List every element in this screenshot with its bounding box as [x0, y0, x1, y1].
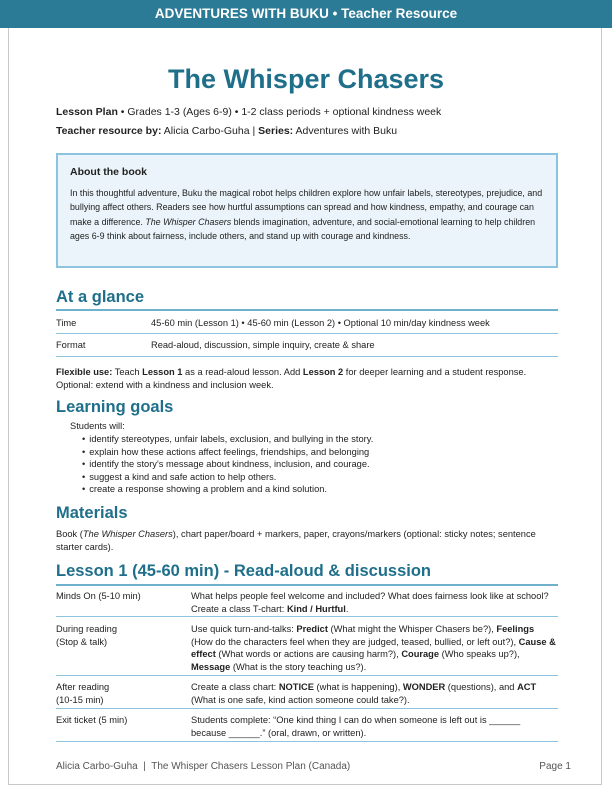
glance-time-label: Time: [56, 318, 77, 328]
series-label: Series:: [258, 125, 294, 137]
glance-format-value: Read-aloud, discussion, simple inquiry, create & share: [151, 340, 375, 350]
header-banner: ADVENTURES WITH BUKU • Teacher Resource: [0, 0, 612, 28]
lesson1-divider: [56, 708, 558, 709]
glance-divider: [56, 333, 558, 334]
resource-label: Teacher resource by:: [56, 125, 162, 137]
list-item: • create a response showing a problem and a kind solution.: [82, 483, 373, 496]
list-item: • suggest a kind and safe action to help others.: [82, 471, 373, 484]
lesson1-divider: [56, 675, 558, 676]
resource-author: Alicia Carbo-Guha |: [161, 125, 259, 137]
footer-left: Alicia Carbo-Guha | The Whisper Chasers Lesson Plan (Canada): [56, 761, 351, 772]
lesson1-heading: Lesson 1 (45-60 min) - Read-aloud & discussion: [56, 562, 431, 580]
during-reading-label: During reading (Stop & talk): [56, 624, 117, 647]
goals-intro: Students will:: [70, 421, 125, 431]
lesson1-divider: [56, 616, 558, 617]
materials-heading: Materials: [56, 504, 128, 522]
list-item: • identify stereotypes, unfair labels, exclusion, and bullying in the story.: [82, 433, 373, 446]
list-item: • identify the story's message about kindness, inclusion, and courage.: [82, 458, 373, 471]
page-number: Page 1: [539, 761, 571, 772]
about-text: In this thoughtful adventure, Buku the magical robot helps children explore how unfair labels, stereotypes, prejudice, and bullying affect others. Readers see how hurtful assumptions can spread and how kindness, empathy, and courage can make a difference. The Whisper Chasers blends imagination, adventure, and social-emotional learning to help children ages 6-9 think about fairness, include others, and stand up with courage and kindness.: [70, 188, 543, 241]
after-reading-text: Create a class chart: NOTICE (what is happening), WONDER (questions), and ACT (What is one safe, kind action someone could take?).: [191, 682, 537, 705]
during-reading-text: Use quick turn-and-talks: Predict (What might the Whisper Chasers be?), Feelings (How do the characters feel when they are judged, teased, bullied, or left out?), Cause & effect (What words or actions are causing harm?), Courage (Who speaks up?), Message (What is the story teaching us?).: [191, 624, 556, 672]
about-book-title: The Whisper Chasers: [145, 216, 232, 227]
lesson1-rule: [56, 584, 558, 586]
list-item: • explain how these actions affect feelings, friendships, and belonging: [82, 446, 373, 459]
minds-on-label: Minds On (5-10 min): [56, 591, 141, 601]
after-reading-label: After reading (10-15 min): [56, 682, 110, 705]
series-name: Adventures with Buku: [293, 125, 398, 137]
page-title: The Whisper Chasers: [167, 64, 445, 94]
resource-line: [56, 125, 397, 137]
lesson-plan-label: Lesson Plan: [56, 106, 118, 118]
about-box: [56, 153, 558, 268]
goals-list: [82, 433, 373, 496]
lesson-plan-line: [56, 106, 441, 118]
exit-ticket-text: Students complete: “One kind thing I can do when someone is left out is ______ because ______.” (oral, drawn, or written).: [191, 715, 521, 738]
goals-heading: Learning goals: [56, 398, 174, 416]
glance-time-value: 45-60 min (Lesson 1) • 45-60 min (Lesson 2) • Optional 10 min/day kindness week: [151, 318, 490, 328]
lesson1-divider: [56, 741, 558, 742]
minds-on-text: What helps people feel welcome and included? What does fairness look like at school? Create a class T-chart: Kind / Hurtful.: [191, 591, 549, 614]
glance-format-label: Format: [56, 340, 86, 350]
materials-text: Book (The Whisper Chasers), chart paper/board + markers, paper, crayons/markers (optional: sticky notes; sentence starter cards).: [56, 529, 536, 552]
lesson-plan-details: • Grades 1-3 (Ages 6-9) • 1-2 class periods + optional kindness week: [117, 106, 442, 118]
exit-ticket-label: Exit ticket (5 min): [56, 715, 128, 725]
glance-rule: [56, 309, 558, 311]
glance-divider: [56, 356, 558, 357]
flexible-use: Flexible use: Teach Lesson 1 as a read-aloud lesson. Add Lesson 2 for deeper learning and a student response. Optional: extend with a kindness and inclusion week.: [56, 367, 527, 390]
about-title: About the book: [70, 166, 147, 178]
glance-heading: At a glance: [56, 288, 145, 306]
